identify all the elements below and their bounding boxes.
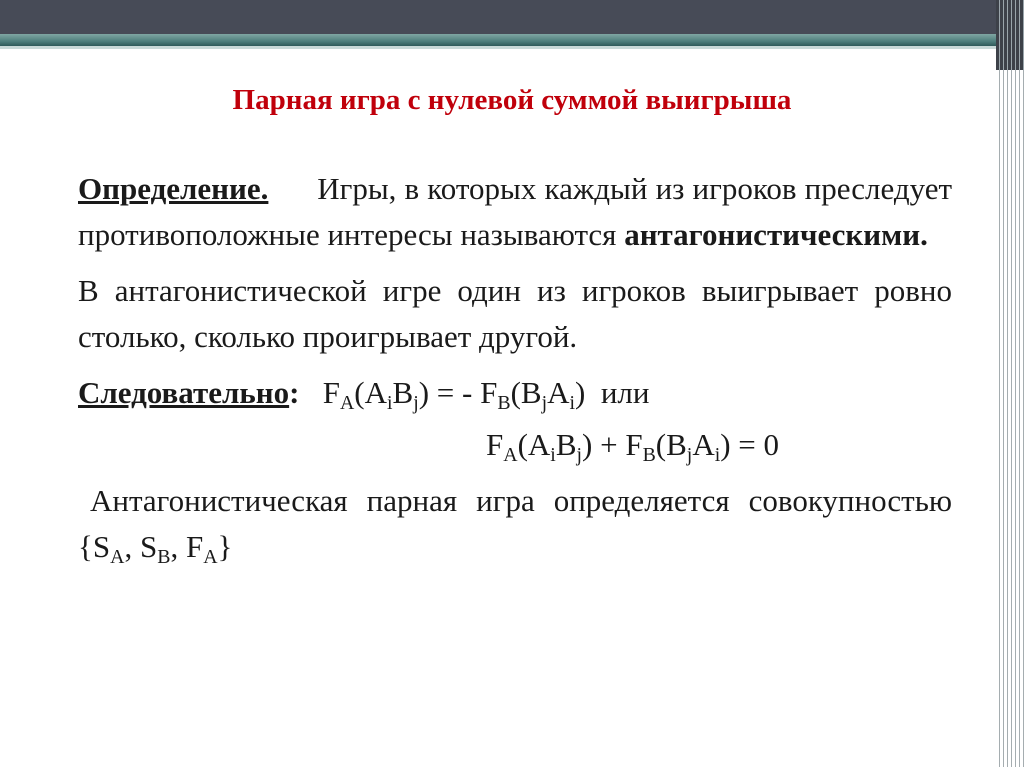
antagonistic-paragraph: В антагонистической игре один из игроков выигрывает ровно столько, сколько проигрывает другой. [78, 273, 952, 354]
consequence-colon: : [289, 375, 300, 410]
header-thin-stripe [0, 46, 1024, 49]
consequence-line [78, 370, 952, 416]
right-decorative-lines-top [996, 0, 1024, 70]
definition-bold-term: антагонистическими. [624, 217, 928, 252]
strategy-set: {$S_A$, $S_B$, $F_A$} [78, 529, 233, 568]
consequence-term: Следовательно [78, 375, 290, 410]
formula-difference: $F_A(A_iB_j)$ = - $F_B(B_jA_i)$ или [322, 375, 650, 414]
set-paragraph-text: Антагонистическая парная игра определяется совокупностью [90, 483, 952, 518]
slide-body [78, 166, 952, 580]
definition-text: Игры, в которых каждый из игроков преследует противоположные интересы называются [78, 171, 952, 252]
definition-term: Определение. [78, 171, 269, 206]
set-paragraph [78, 478, 952, 570]
header-accent-stripe [0, 34, 1024, 46]
slide-title: Парная игра с нулевой суммой выигрыша [232, 84, 792, 116]
definition-paragraph [78, 166, 952, 258]
formula-sum: $F_A(A_iB_j) + F_B(B_jA_i) = 0$ [486, 427, 780, 466]
header-bar [0, 0, 1024, 34]
